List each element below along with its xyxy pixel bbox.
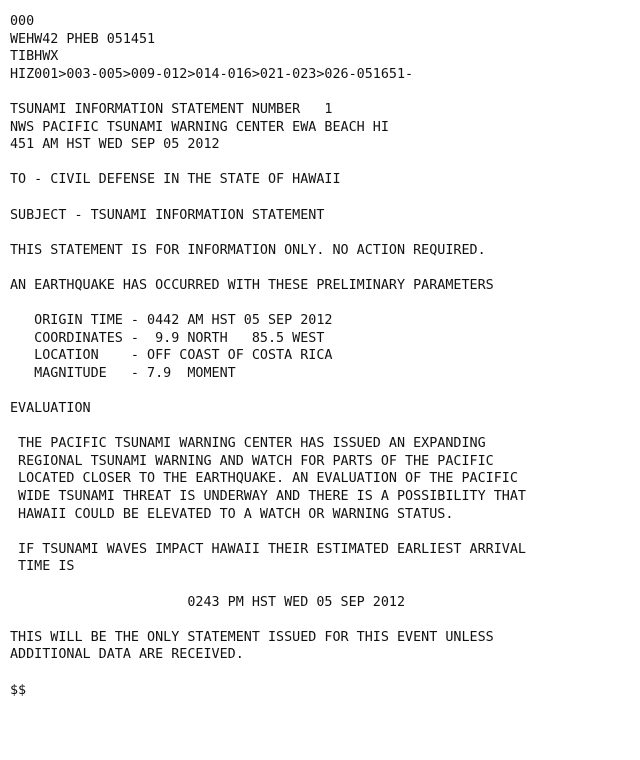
evaluation-text: THE PACIFIC TSUNAMI WARNING CENTER HAS ISSUED AN EXPANDING xyxy=(10,436,486,452)
info-only-line: THIS STATEMENT IS FOR INFORMATION ONLY. NO ACTION REQUIRED. xyxy=(10,242,486,258)
param-origin-time: ORIGIN TIME - 0442 AM HST 05 SEP 2012 xyxy=(10,313,333,329)
blank-line xyxy=(10,224,635,242)
arrival-time: 0243 PM HST WED 05 SEP 2012 xyxy=(10,594,406,610)
quake-intro-line: AN EARTHQUAKE HAS OCCURRED WITH THESE PRELIMINARY PARAMETERS xyxy=(10,277,494,293)
param-magnitude: MAGNITUDE - 7.9 MOMENT xyxy=(10,365,236,381)
blank-line xyxy=(10,523,635,541)
blank-line xyxy=(10,611,635,629)
evaluation-text: WIDE TSUNAMI THREAT IS UNDERWAY AND THERE IS A POSSIBILITY THAT xyxy=(10,489,526,505)
arrival-text: TIME IS xyxy=(10,559,75,575)
blank-line xyxy=(10,418,635,436)
subject-line: SUBJECT - TSUNAMI INFORMATION STATEMENT xyxy=(10,207,325,223)
blank-line xyxy=(10,576,635,594)
arrival-text: IF TSUNAMI WAVES IMPACT HAWAII THEIR ESTIMATED EARLIEST ARRIVAL xyxy=(10,541,526,557)
statement-title: TSUNAMI INFORMATION STATEMENT NUMBER 1 xyxy=(10,101,333,117)
blank-line xyxy=(10,189,635,207)
to-line: TO - CIVIL DEFENSE IN THE STATE OF HAWAII xyxy=(10,172,341,188)
issue-time: 451 AM HST WED SEP 05 2012 xyxy=(10,137,220,153)
param-location: LOCATION - OFF COAST OF COSTA RICA xyxy=(10,348,333,364)
blank-line xyxy=(10,154,635,172)
end-marker: $$ xyxy=(10,682,27,698)
closing-text: ADDITIONAL DATA ARE RECEIVED. xyxy=(10,647,244,663)
header-line: WEHW42 PHEB 051451 xyxy=(10,31,156,47)
blank-line xyxy=(10,259,635,277)
header-line: 000 xyxy=(10,14,35,29)
evaluation-text: REGIONAL TSUNAMI WARNING AND WATCH FOR PARTS OF THE PACIFIC xyxy=(10,453,494,469)
param-coordinates: COORDINATES - 9.9 NORTH 85.5 WEST xyxy=(10,330,325,346)
blank-line xyxy=(10,83,635,101)
blank-line xyxy=(10,295,635,313)
blank-line xyxy=(10,664,635,682)
tsunami-bulletin xyxy=(10,13,635,699)
blank-line xyxy=(10,382,635,400)
evaluation-heading: EVALUATION xyxy=(10,401,91,417)
evaluation-text: LOCATED CLOSER TO THE EARTHQUAKE. AN EVALUATION OF THE PACIFIC xyxy=(10,471,518,487)
evaluation-text: HAWAII COULD BE ELEVATED TO A WATCH OR WARNING STATUS. xyxy=(10,506,454,522)
header-line: TIBHWX xyxy=(10,49,59,65)
zone-codes-line: HIZ001>003-005>009-012>014-016>021-023>026-051651- xyxy=(10,66,414,82)
issuing-center: NWS PACIFIC TSUNAMI WARNING CENTER EWA BEACH HI xyxy=(10,119,389,135)
closing-text: THIS WILL BE THE ONLY STATEMENT ISSUED FOR THIS EVENT UNLESS xyxy=(10,629,494,645)
